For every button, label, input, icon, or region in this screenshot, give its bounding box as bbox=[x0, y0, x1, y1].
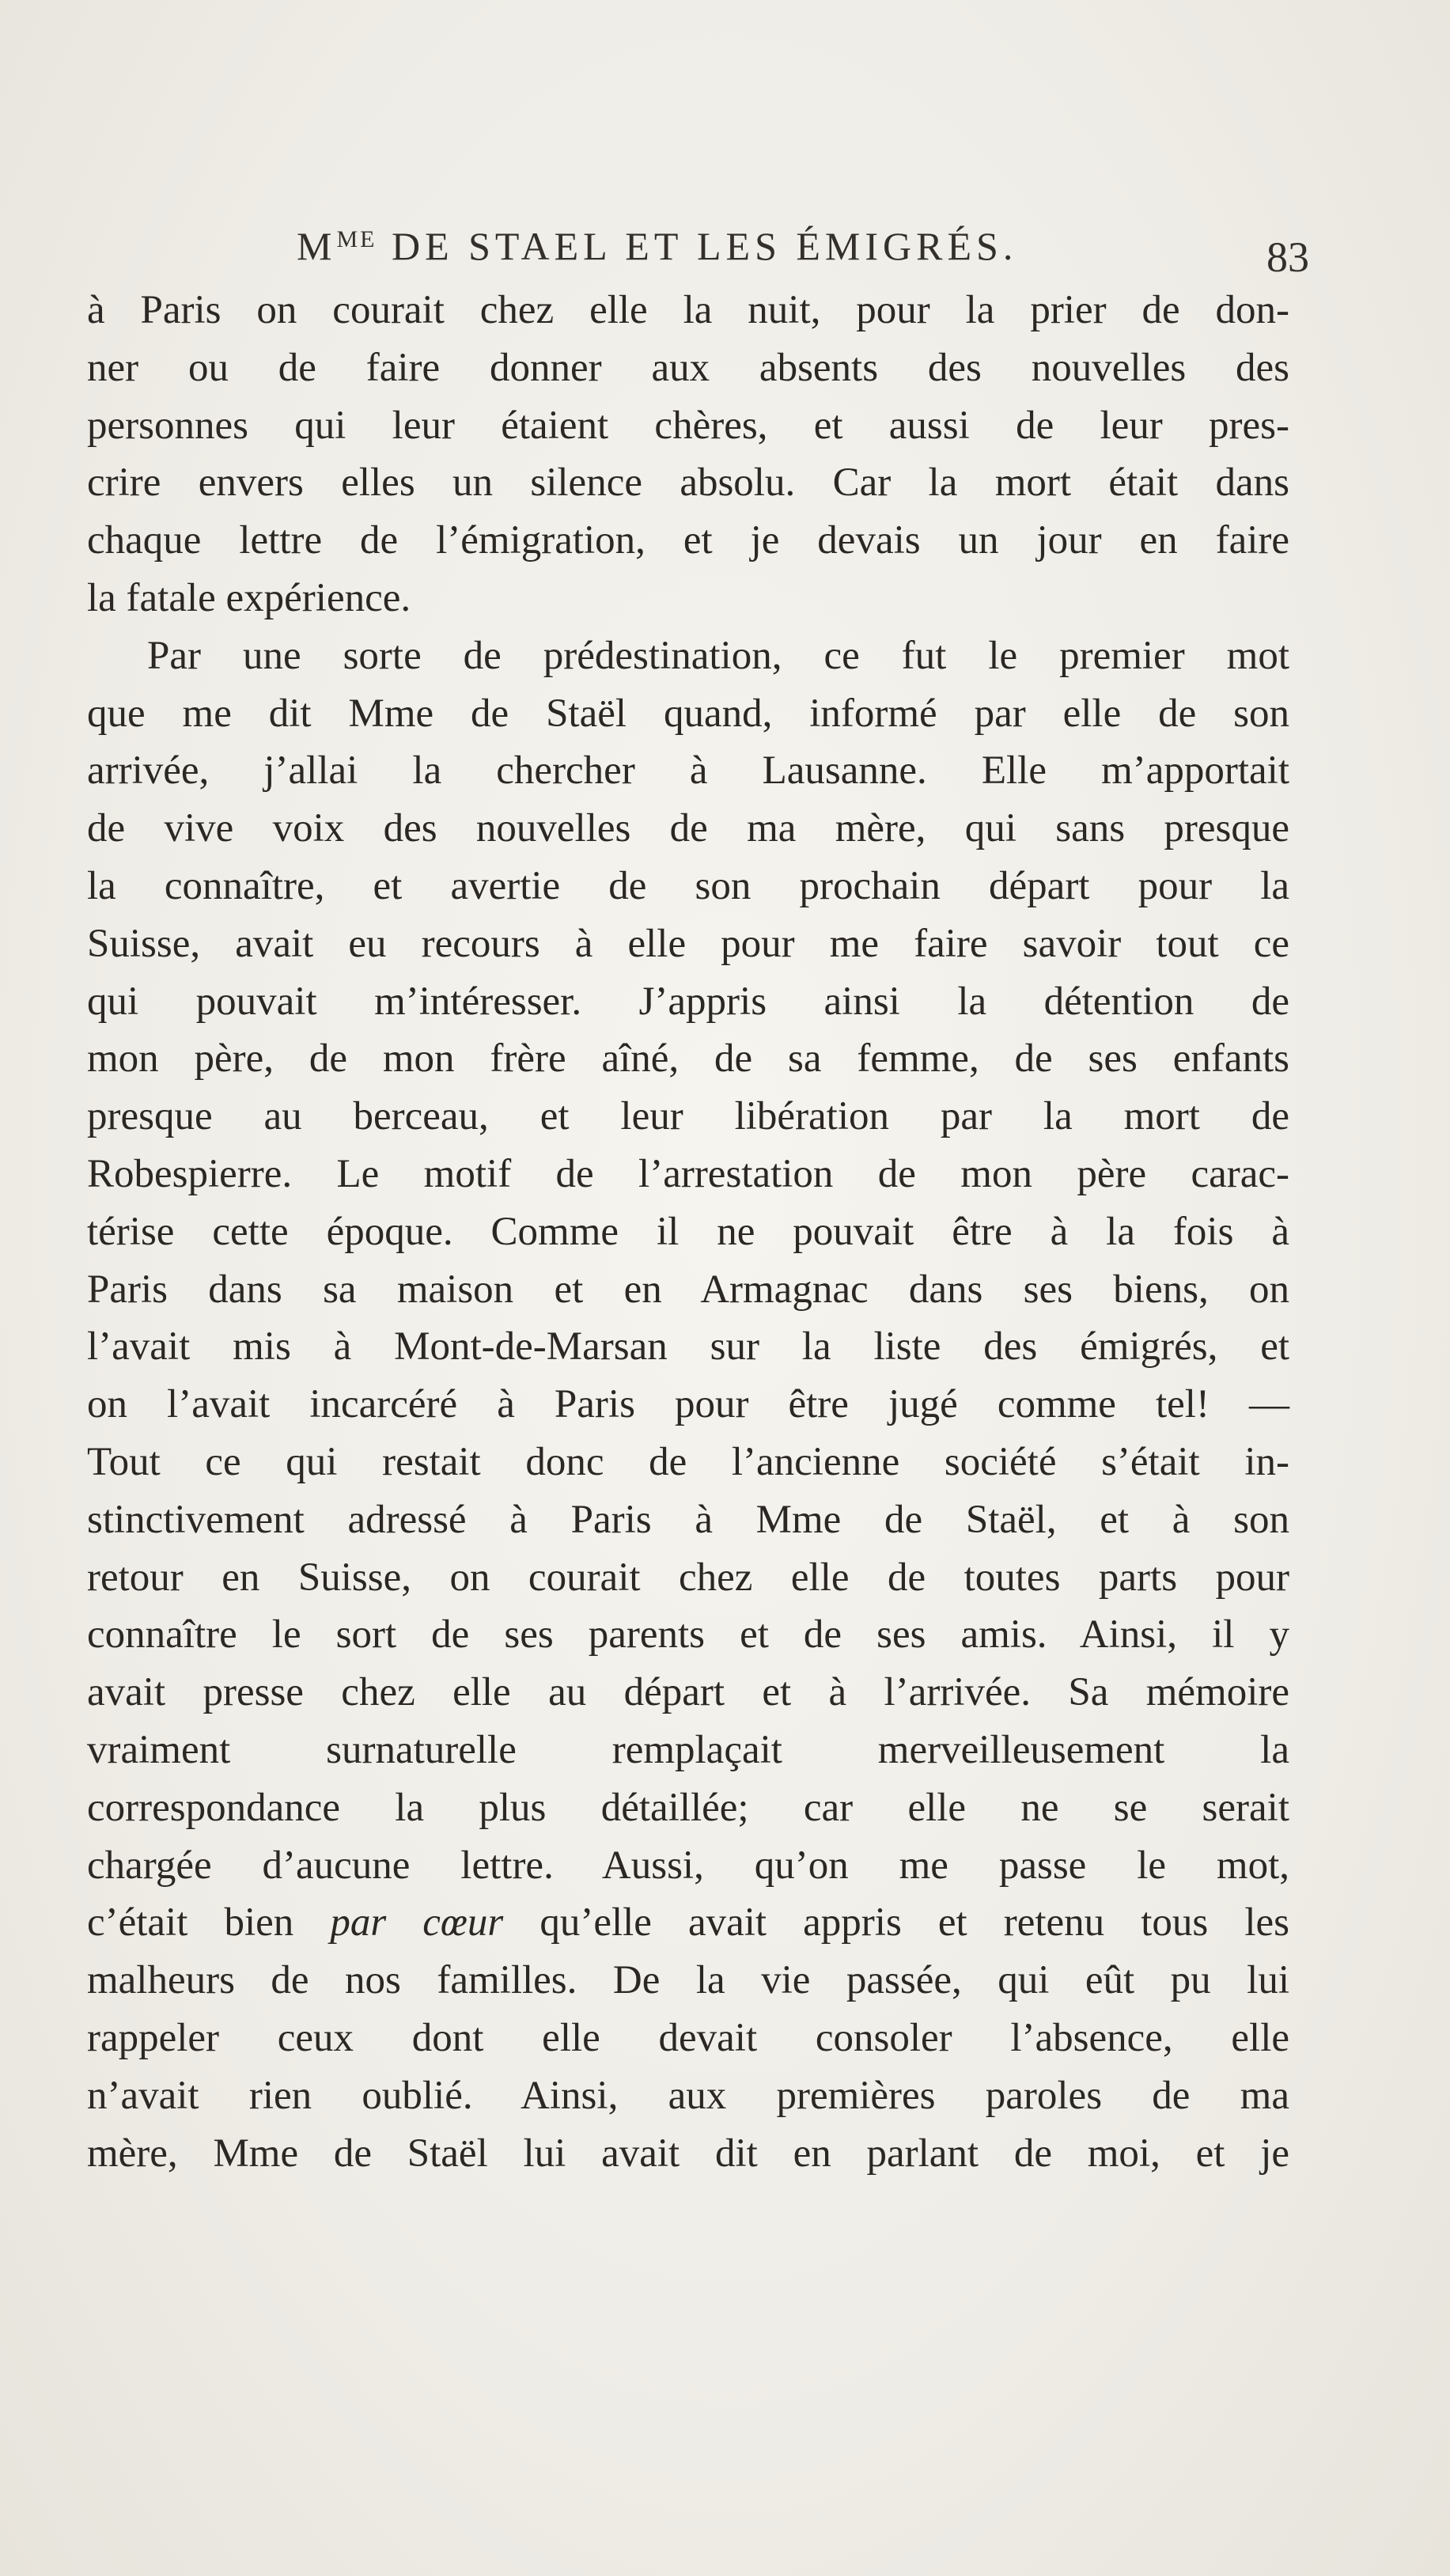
text-segment: c’était bien bbox=[87, 1900, 331, 1945]
text-line: Suisse, avait eu recours à elle pour me faire savoir tout ce bbox=[87, 921, 1289, 966]
italic-phrase: par cœur bbox=[330, 1900, 504, 1945]
text-line: rappeler ceux dont elle devait consoler l’absence, elle bbox=[87, 2015, 1289, 2060]
body-text bbox=[87, 282, 1289, 2182]
text-line: Robespierre. Le motif de l’arrestation de mon père carac- bbox=[87, 1151, 1289, 1196]
text-line: qui pouvait m’intéresser. J’appris ainsi la détention de bbox=[87, 979, 1289, 1024]
text-line: crire envers elles un silence absolu. Car la mort était dans bbox=[87, 460, 1289, 506]
text-line: malheurs de nos familles. De la vie passée, qui eût pu lui bbox=[87, 1958, 1289, 2003]
text-line: personnes qui leur étaient chères, et aussi de leur pres- bbox=[87, 403, 1289, 448]
text-line: chaque lettre de l’émigration, et je devais un jour en faire bbox=[87, 518, 1289, 563]
text-line: chargée d’aucune lettre. Aussi, qu’on me passe le mot, bbox=[87, 1843, 1289, 1888]
text-line: de vive voix des nouvelles de ma mère, qui sans presque bbox=[87, 806, 1289, 851]
text-line: vraiment surnaturelle remplaçait merveilleusement la bbox=[87, 1727, 1289, 1772]
text-line: mère, Mme de Staël lui avait dit en parlant de moi, et je bbox=[87, 2131, 1289, 2176]
running-head-title: DE STAEL ET LES ÉMIGRÉS. bbox=[377, 224, 1018, 268]
text-line: Par une sorte de prédestination, ce fut le premier mot bbox=[147, 633, 1289, 678]
text-line: stinctivement adressé à Paris à Mme de Staël, et à son bbox=[87, 1497, 1289, 1542]
text-line: correspondance la plus détaillée; car elle ne se serait bbox=[87, 1785, 1289, 1830]
text-line: avait presse chez elle au départ et à l’arrivée. Sa mémoire bbox=[87, 1670, 1289, 1715]
text-segment: qu’elle avait appris et retenu tous les bbox=[503, 1900, 1289, 1945]
text-line: l’avait mis à Mont-de-Marsan sur la liste des émigrés, et bbox=[87, 1324, 1289, 1369]
text-line: mon père, de mon frère aîné, de sa femme, de ses enfants bbox=[87, 1036, 1289, 1082]
text-line: arrivée, j’allai la chercher à Lausanne. Elle m’apportait bbox=[87, 748, 1289, 794]
running-head-superscript: ME bbox=[336, 226, 377, 252]
text-line: térise cette époque. Comme il ne pouvait être à la fois à bbox=[87, 1209, 1289, 1254]
text-line: presque au berceau, et leur libération par la mort de bbox=[87, 1094, 1289, 1139]
text-line: retour en Suisse, on courait chez elle de toutes parts pour bbox=[87, 1555, 1289, 1600]
text-line: on l’avait incarcéré à Paris pour être jugé comme tel! — bbox=[87, 1382, 1289, 1427]
page-header bbox=[297, 215, 1309, 281]
text-line: la connaître, et avertie de son prochain départ pour la bbox=[87, 863, 1289, 908]
text-line: ner ou de faire donner aux absents des nouvelles des bbox=[87, 345, 1289, 390]
page-number: 83 bbox=[1266, 233, 1309, 281]
text-line: que me dit Mme de Staël quand, informé par elle de son bbox=[87, 691, 1289, 736]
text-line-with-italic bbox=[87, 1894, 1289, 1952]
text-line: Paris dans sa maison et en Armagnac dans ses biens, on bbox=[87, 1267, 1289, 1312]
running-head bbox=[297, 223, 1017, 269]
text-line: n’avait rien oublié. Ainsi, aux premières paroles de ma bbox=[87, 2073, 1289, 2118]
text-line: connaître le sort de ses parents et de ses amis. Ainsi, il y bbox=[87, 1612, 1289, 1657]
text-line: Tout ce qui restait donc de l’ancienne société s’était in- bbox=[87, 1439, 1289, 1484]
running-head-prefix: M bbox=[297, 224, 337, 268]
text-line: la fatale expérience. bbox=[87, 575, 411, 620]
text-line: à Paris on courait chez elle la nuit, pour la prier de don- bbox=[87, 288, 1289, 332]
